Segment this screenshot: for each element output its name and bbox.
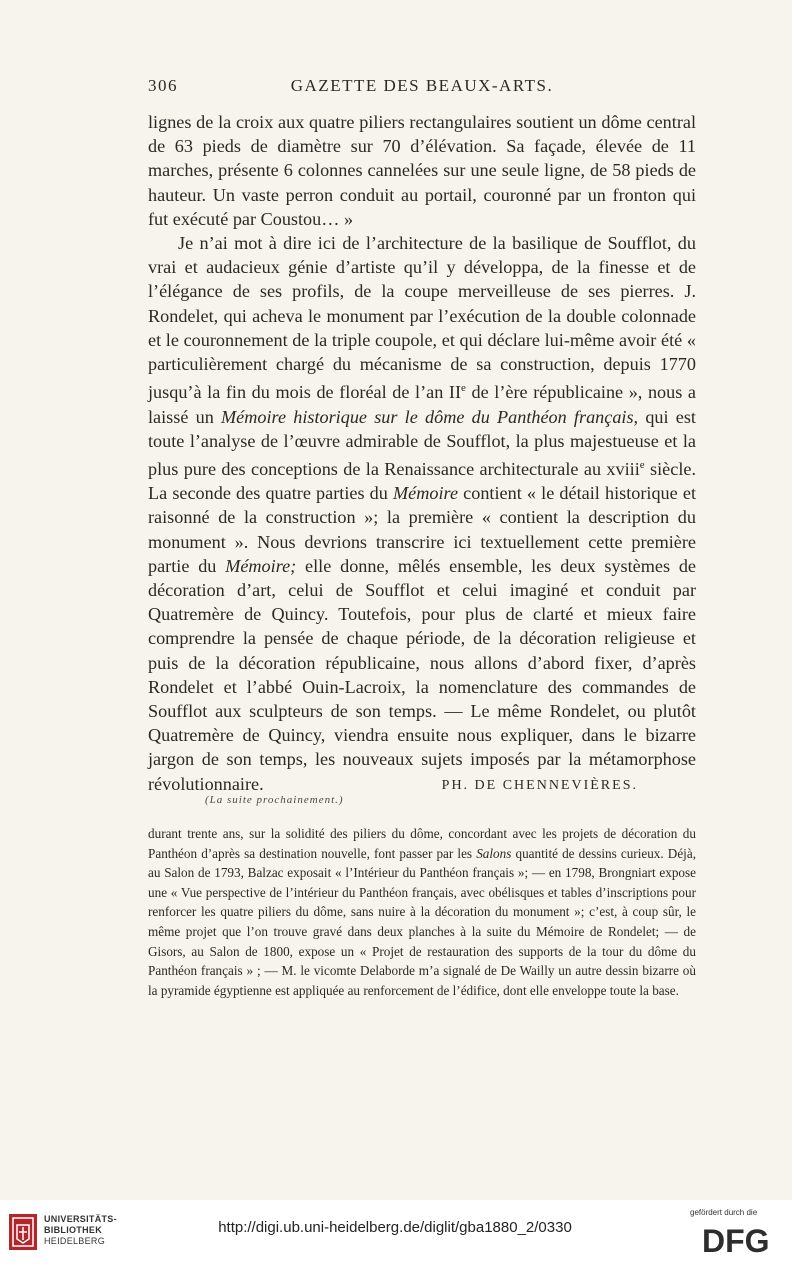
university-line: UNIVERSITÄTS- [44, 1214, 117, 1224]
superscript: e [461, 382, 466, 395]
text-run: elle donne, mêlés ensemble, les deux systèmes de décoration d’art, celui de Soufflot et celui imaginé et conduit par Quatremère de Quincy. Toutefois, pour plus de clarté et mieux faire comprendre la pensée de chaque période, de la décoration religieuse et puis de la décoration républicaine, nous allons d’abord fixer, d’après Rondelet et l’abbé Ouin-Lacroix, la nomenclature des commandes de Soufflot aux sculpteurs de son temps. — Le même Rondelet, ou plutôt Quatremère de Quincy, viendra ensuite nous expliquer, dans le bizarre jargon de son temps, les nouveaux sujets imposés par la métamorphose révolutionnaire. [148, 555, 696, 794]
permalink-url[interactable]: http://digi.ub.uni-heidelberg.de/diglit/gba1880_2/0330 [218, 1219, 572, 1236]
funded-by-label: gefördert durch die [690, 1208, 758, 1217]
text-run: de l’ère républicaine », nous a laissé un [148, 382, 696, 427]
university-line: BIBLIOTHEK [44, 1225, 102, 1235]
paragraph-1: lignes de la croix aux quatre piliers rectangulaires soutient un dôme central de 63 pieds de diamètre sur 70 d’élévation. Sa façade, élevée de 11 marches, présente 6 colonnes cannelées sur une seule ligne, de 58 pieds de hauteur. Un vaste perron conduit au portail, couronné par un fronton qui fut exécuté par Coustou… » [148, 112, 696, 229]
italic-word: Salons [476, 845, 512, 861]
italic-title: Mémoire; [225, 555, 297, 576]
text-run: contient « le détail historique et raisonné de la construction »; la première « contient la description du monument ». Nous devrions transcrire ici textuellement cette première partie du [148, 483, 696, 576]
text-run: quantité de dessins curieux. Déjà, au Salon de 1793, Balzac exposait « l’Intérieur du Panthéon français »; — en 1798, Brongniart expose une « Vue perspective de l’intérieur du Panthéon français, avec obélisques et tables d’inscriptions pour renforcer les quatre piliers du dôme, sans nuire à la décoration du monument »; c’est, à coup sûr, le même projet que l’on trouve gravé dans deux planches à la suite du Mémoire de Rondelet; — de Gisors, au Salon de 1800, expose un « Projet de restauration des supports de la tour du dôme du Panthéon français » ; — M. le vicomte Delaborde m’a signalé de De Wailly un autre dessin bizarre où la pyramide égyptienne est appliquée au renforcement de l’édifice, dont elle enveloppe toute la base. [148, 845, 696, 998]
running-header [148, 76, 696, 100]
superscript: e [639, 458, 645, 471]
main-text [148, 110, 696, 796]
university-name [44, 1214, 117, 1247]
footnote [148, 824, 696, 1000]
university-seal-icon [8, 1213, 38, 1251]
journal-title: GAZETTE DES BEAUX-ARTS. [290, 76, 554, 95]
text-run: Je n’ai mot à dire ici de l’architecture de la basilique de Soufflot, du vrai et audacieux génie d’artiste qu’il y développa, de la finesse et de l’élégance de ses profils, de la coupe merveilleuse de ses pierres. J. Rondelet, qui acheva le monument par l’exécution de la double colonnade et le couronnement de la triple coupole, et qui déclare lui-même avoir été « particulièrement chargé du mécanisme de sa construction, depuis 1770 jusqu’à la fin du mois de floréal de l’an II [148, 233, 696, 403]
dfg-logo-icon [700, 1222, 784, 1256]
author-signature: PH. DE CHENNEVIÈRES. [441, 778, 638, 793]
italic-title: Mémoire historique sur le dôme du Panthéon français, [221, 406, 639, 427]
text-run: siècle. La seconde des quatre parties du [148, 458, 696, 504]
digitization-footer [0, 1200, 792, 1264]
text-run: durant trente ans, sur la solidité des piliers du dôme, concordant avec les projets de décoration du Panthéon d’après sa destination nouvelle, font passer par les [148, 826, 696, 861]
dfg-logo-text: DFG [702, 1223, 770, 1256]
university-line: HEIDELBERG [44, 1236, 106, 1246]
paragraph-2 [148, 231, 696, 796]
page-number: 306 [148, 76, 178, 95]
continuation-note: (La suite prochainement.) [205, 794, 344, 806]
italic-title: Mémoire [393, 483, 459, 504]
text-run: qui est toute l’analyse de l’œuvre admirable de Soufflot, la plus majestueuse et la plus pure des conceptions de la Renaissance architecturale au xviii [148, 406, 696, 479]
